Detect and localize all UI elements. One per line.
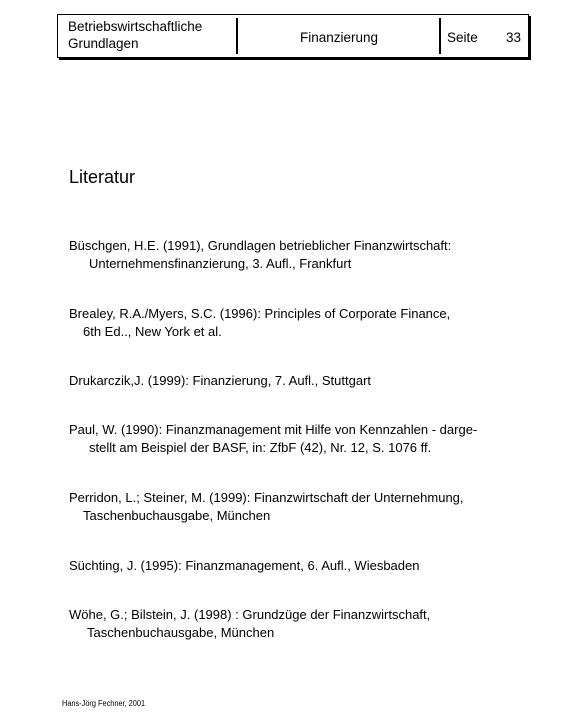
reference-entry (69, 489, 529, 525)
reference-line: Perridon, L.; Steiner, M. (1999): Finanzwirtschaft der Unternehmung, (69, 490, 464, 505)
reference-line: Taschenbuchausgabe, München (87, 625, 275, 640)
reference-entry (69, 237, 529, 273)
reference-line: Brealey, R.A./Myers, S.C. (1996): Principles of Corporate Finance, (69, 306, 451, 321)
reference-entry (69, 421, 529, 457)
reference-line: stellt am Beispiel der BASF, in: ZfbF (42), Nr. 12, S. 1076 ff. (89, 440, 432, 455)
header-subject-line1: Betriebswirtschaftliche (68, 19, 203, 34)
footer-author: Hans-Jörg Fechner, 2001 (62, 699, 146, 708)
header-page-label: Seite (447, 30, 478, 45)
reference-entry (69, 372, 529, 390)
reference-line: Paul, W. (1990): Finanzmanagement mit Hilfe von Kennzahlen - darge- (69, 422, 478, 437)
header-subject-line2: Grundlagen (68, 36, 139, 51)
reference-line: Taschenbuchausgabe, München (83, 508, 271, 523)
reference-line: Wöhe, G.; Bilstein, J. (1998) : Grundzüge der Finanzwirtschaft, (69, 607, 431, 622)
reference-entry (69, 557, 529, 575)
reference-line: Drukarczik,J. (1999): Finanzierung, 7. Aufl., Stuttgart (69, 373, 372, 388)
header-divider (439, 18, 441, 54)
reference-line: 6th Ed.., New York et al. (83, 324, 222, 339)
reference-line: Unternehmensfinanzierung, 3. Aufl., Frankfurt (89, 256, 352, 271)
header-topic: Finanzierung (299, 30, 379, 45)
page-title: Literatur (69, 167, 136, 187)
header-subject (68, 18, 238, 52)
page-header (57, 14, 529, 58)
header-divider (236, 18, 238, 54)
reference-entry (69, 606, 529, 642)
header-page-number: 33 (506, 30, 522, 45)
reference-line: Büschgen, H.E. (1991), Grundlagen betrieblicher Finanzwirtschaft: (69, 238, 452, 253)
reference-line: Süchting, J. (1995): Finanzmanagement, 6. Aufl., Wiesbaden (69, 558, 420, 573)
reference-entry (69, 305, 529, 341)
